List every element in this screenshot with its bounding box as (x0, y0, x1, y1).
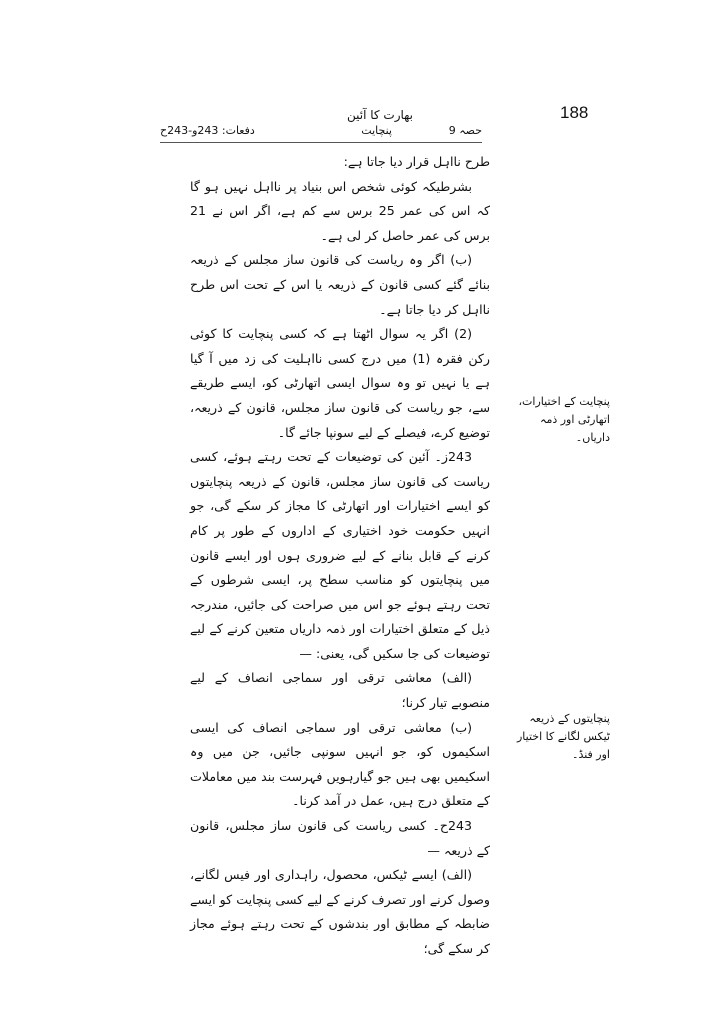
articles-label: دفعات: 243و-243ح (160, 124, 255, 137)
paragraph: (2) اگر یہ سوال اٹھتا ہے کہ کسی پنچایت کا کوئی رکن فقرہ (1) میں درج کسی نااہلیت کی زد میں آ گیا ہے یا نہیں تو وہ سوال ایسی اتھارٹی کو، ایسے طریقے سے، جو ریاست کی قانون ساز مجلس، قانون کے ذریعہ، توضیع کرے، فیصلے کے لیے سونپا جائے گا۔ (190, 326, 490, 440)
paragraph: بشرطیکہ کوئی شخص اس بنیاد پر نااہل نہیں ہو گا کہ اس کی عمر 25 برس سے کم ہے، اگر اس نے 21 برس کی عمر حاصل کر لی ہے۔ (190, 178, 490, 243)
running-title: بھارت کا آئین (346, 108, 414, 122)
clause-a: (الف) معاشی ترقی اور سماجی انصاف کے لیے منصوبے تیار کرنا؛ (190, 670, 490, 711)
marginal-note (504, 393, 610, 447)
section-243g: 243ز۔ آئین کی توضیعات کے تحت رہتے ہوئے، کسی ریاست کی قانون ساز مجلس، قانون کے ذریعہ پنچایتوں کو ایسے اختیارات اور اتھارٹی کا مجاز کر سکے گی، جو انہیں حکومت خود اختیاری کے اداروں کے طور پر کام کرنے کے قابل بنانے کے لیے ضروری ہوں اور ایسے قانون میں پنچایتوں کو مناسب سطح پر، ایسی شرطوں کے تحت رہتے ہوئے جو اس میں صراحت کی جائیں، مندرجہ ذیل کے متعلق اختیارات اور ذمہ داریاں متعین کرنے کے لیے توضیعات کی جا سکیں گی، یعنی: — (190, 449, 490, 661)
marginal-note (504, 710, 610, 764)
section-243h: 243ح۔ کسی ریاست کی قانون ساز مجلس، قانون کے ذریعہ — (190, 818, 490, 858)
clause-a: (الف) ایسے ٹیکس، محصول، راہداری اور فیس لگانے، وصول کرنے اور تصرف کرنے کے لیے کسی پنچایت کو ایسے ضابطہ کے مطابق اور بندشوں کے تحت رہتے ہوئے مجاز کر سکے گی؛ (190, 867, 490, 956)
header-rule (160, 142, 482, 143)
paragraph: طرح نااہل قرار دیا جاتا ہے: (343, 154, 490, 169)
marginal-note-text: پنچایتوں کے ذریعہ ٹیکس لگانے کا اختیار اور فنڈ۔ (516, 712, 610, 761)
part-label: حصہ 9 (448, 124, 482, 137)
page-number: 188 (560, 103, 589, 122)
paragraph: (ب) اگر وہ ریاست کی قانون ساز مجلس کے ذریعہ بنائے گئے کسی قانون کے ذریعہ یا اس کے تحت اس طرح نااہل کر دیا جاتا ہے۔ (190, 252, 490, 317)
marginal-note-text: پنچایت کے اختیارات، اتھارٹی اور ذمہ داریاں۔ (518, 395, 610, 444)
clause-b: (ب) معاشی ترقی اور سماجی انصاف کی ایسی اسکیموں کو، جو انہیں سونپی جائیں، جن میں وہ اسکیمیں بھی ہیں جو گیارہویں فہرست بند میں معاملات کے متعلق درج ہیں، عمل در آمد کرنا۔ (190, 719, 490, 809)
main-text (190, 150, 490, 962)
chapter-label: پنچایت (361, 124, 392, 137)
running-header (160, 124, 482, 140)
